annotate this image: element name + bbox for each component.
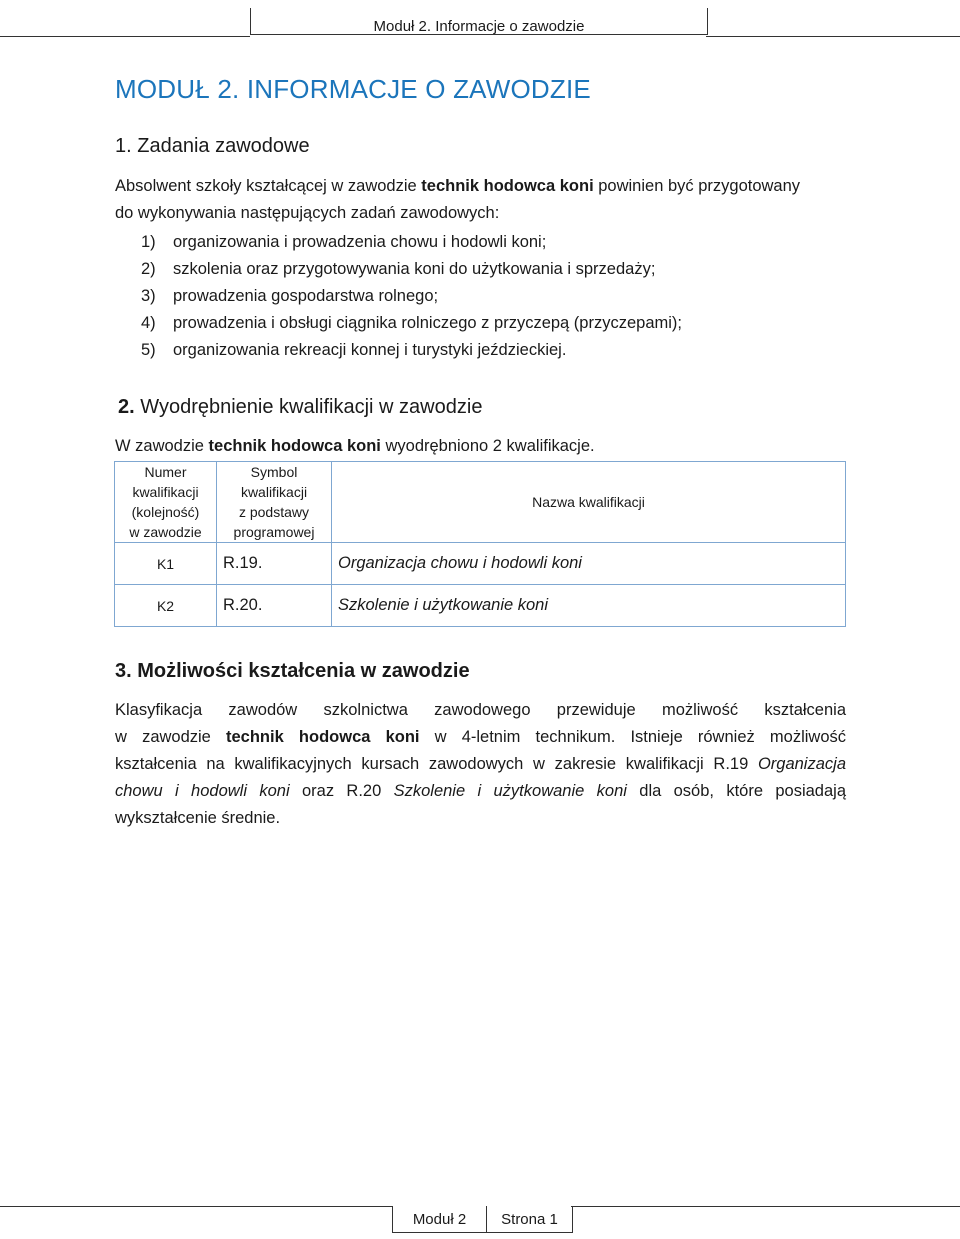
text-bold: technik hodowca koni <box>226 728 420 746</box>
header-line: w zawodzie <box>129 524 202 540</box>
header-line: programowej <box>233 524 315 540</box>
header-line: (kolejność) <box>131 504 200 520</box>
list-item-number: 5) <box>141 341 156 359</box>
list-item <box>141 310 682 337</box>
text-run: kształcenia na kwalifikacyjnych kursach zawodowych w zakresie kwalifikacji R.19 <box>115 755 758 773</box>
text-italic: Szkolenie i użytkowanie koni <box>393 782 627 800</box>
intro-text-end: powinien być przygotowany <box>593 177 801 195</box>
footer-module: Moduł 2 <box>393 1206 487 1232</box>
list-item <box>141 229 682 256</box>
section-1-intro <box>115 173 800 200</box>
text-run: w zawodzie <box>115 728 226 746</box>
running-header <box>250 8 708 35</box>
table-row <box>115 543 846 585</box>
list-item <box>141 283 682 310</box>
text-run: w 4-letnim technikum. Istnieje również możliwość <box>419 728 846 746</box>
cell-number: K1 <box>115 543 217 585</box>
header-line: Numer <box>144 464 187 480</box>
list-item-number: 4) <box>141 314 156 332</box>
intro-text-end: wyodrębniono 2 kwalifikacje. <box>380 437 595 455</box>
header-number <box>115 462 217 543</box>
section-1-heading: 1. Zadania zawodowe <box>115 135 310 157</box>
page-footer <box>392 1206 573 1233</box>
section-1-intro-line2: do wykonywania następujących zadań zawodowych: <box>115 204 500 222</box>
cell-name: Szkolenie i użytkowanie koni <box>332 585 846 627</box>
paragraph-line <box>115 751 846 778</box>
header-line: kwalifikacji <box>240 484 308 500</box>
list-item-text: prowadzenia gospodarstwa rolnego; <box>173 287 439 305</box>
list-item <box>141 337 682 364</box>
intro-bold: technik hodowca koni <box>208 437 381 455</box>
text-run: dla osób, które posiadają <box>626 782 846 800</box>
header-symbol <box>217 462 332 543</box>
table-header-row <box>115 462 846 543</box>
section-3-title: Możliwości kształcenia w zawodzie <box>137 660 470 682</box>
text-run: oraz R.20 <box>289 782 394 800</box>
paragraph-line <box>115 724 846 751</box>
paragraph-line: wykształcenie średnie. <box>115 809 281 827</box>
list-item-text: organizowania rekreacji konnej i turystyki jeździeckiej. <box>173 341 567 359</box>
header-rule-right <box>706 36 960 37</box>
cell-name: Organizacja chowu i hodowli koni <box>332 543 846 585</box>
cell-symbol: R.20. <box>217 585 332 627</box>
header-name <box>332 462 846 543</box>
task-list <box>141 229 682 364</box>
footer-rule-left <box>0 1206 392 1207</box>
paragraph-line: Klasyfikacja zawodów szkolnictwa zawodowego przewiduje możliwość kształcenia <box>115 701 846 719</box>
section-2-title: Wyodrębnienie kwalifikacji w zawodzie <box>140 396 483 418</box>
list-item-number: 2) <box>141 260 156 278</box>
list-item-number: 3) <box>141 287 156 305</box>
text-italic: Organizacja <box>757 755 846 773</box>
header-rule-left <box>0 36 250 37</box>
running-header-text: Moduł 2. Informacje o zawodzie <box>373 18 585 35</box>
table-row <box>115 585 846 627</box>
list-item <box>141 256 682 283</box>
section-2-intro <box>115 433 595 460</box>
cell-number: K2 <box>115 585 217 627</box>
text-italic: chowu i hodowli koni <box>115 782 290 800</box>
list-item-text: prowadzenia i obsługi ciągnika rolniczego z przyczepą (przyczepami); <box>173 314 682 332</box>
header-line: z podstawy <box>238 504 310 520</box>
qualifications-table <box>114 461 846 627</box>
header-line: kwalifikacji <box>132 484 199 500</box>
list-item-text: szkolenia oraz przygotowywania koni do użytkowania i sprzedaży; <box>173 260 656 278</box>
list-item-text: organizowania i prowadzenia chowu i hodowli koni; <box>173 233 547 251</box>
intro-text: Absolwent szkoły kształcącej w zawodzie <box>115 177 422 195</box>
page-title: MODUŁ 2. INFORMACJE O ZAWODZIE <box>115 74 591 104</box>
cell-symbol: R.19. <box>217 543 332 585</box>
section-3-number: 3. <box>115 660 132 682</box>
header-line: Nazwa kwalifikacji <box>532 494 645 510</box>
footer-page-number: Strona 1 <box>501 1210 558 1228</box>
section-2-heading <box>118 396 482 419</box>
header-line: Symbol <box>250 464 298 480</box>
section-3-paragraph <box>115 697 846 832</box>
paragraph-line <box>115 778 846 805</box>
intro-bold: technik hodowca koni <box>421 177 594 195</box>
footer-rule-right <box>571 1206 960 1207</box>
intro-text: W zawodzie <box>115 437 209 455</box>
section-3-heading <box>115 660 470 683</box>
list-item-number: 1) <box>141 233 156 251</box>
section-2-number: 2. <box>118 396 135 418</box>
